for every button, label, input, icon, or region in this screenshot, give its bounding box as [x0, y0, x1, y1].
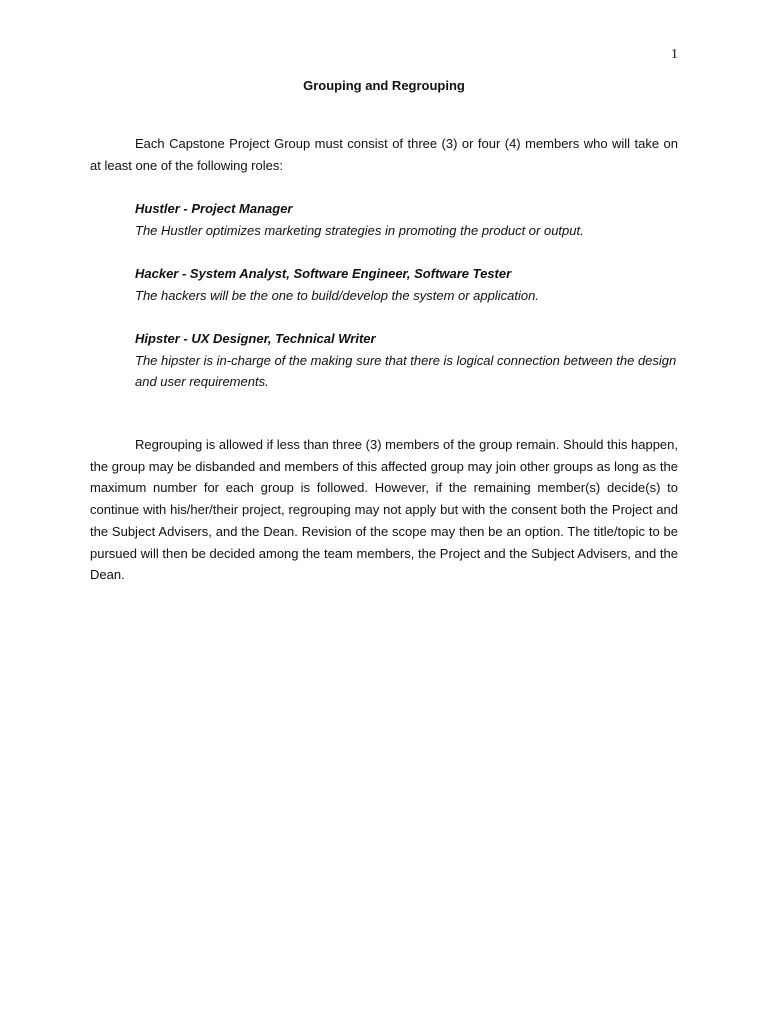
role-description: The Hustler optimizes marketing strategies in promoting the product or output. [135, 222, 584, 238]
regrouping-paragraph: Regrouping is allowed if less than three (3) members of the group remain. Should this happen, the group may be disbanded and members of this affected group may join other groups as long as the maximum number for each group is followed. However, if the remaining member(s) decide(s) to continue with his/her/their project, regrouping may not apply but with the consent both the Project and the Subject Advisers, and the Dean. Revision of the scope may then be an option. The title/topic to be pursued will then be decided among the team members, the Project and the Subject Advisers, and the Dean. [90, 437, 678, 583]
page-title: Grouping and Regrouping [303, 78, 465, 93]
role-hustler [135, 198, 678, 241]
intro-paragraph: Each Capstone Project Group must consist of three (3) or four (4) members who will take on at least one of the following roles: [90, 136, 678, 173]
role-name: Hacker - System Analyst, Software Engineer, Software Tester [135, 266, 512, 281]
role-hacker [135, 263, 678, 306]
role-description: The hackers will be the one to build/develop the system or application. [135, 287, 539, 303]
role-description: The hipster is in-charge of the making sure that there is logical connection between the design and user requirements. [135, 352, 677, 390]
role-name: Hipster - UX Designer, Technical Writer [135, 331, 376, 346]
role-hipster [135, 328, 678, 393]
page-number: 1 [671, 47, 678, 62]
role-name: Hustler - Project Manager [135, 201, 293, 216]
